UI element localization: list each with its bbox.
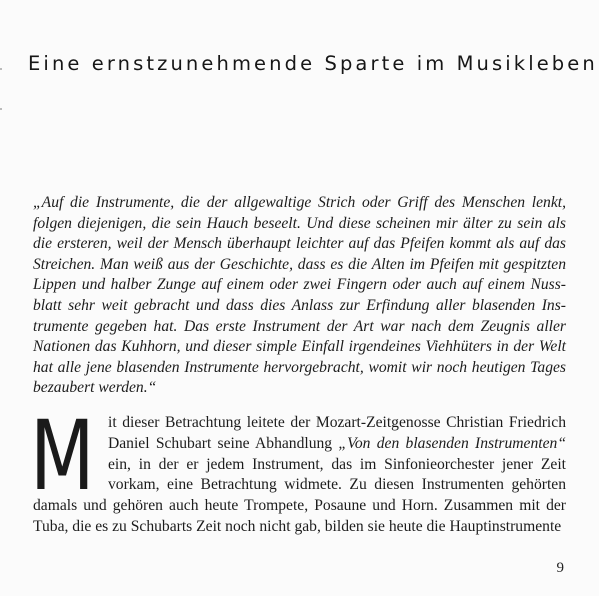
page-title: Eine ernstzunehmende Sparte im Musikleben [28, 52, 598, 75]
quote-paragraph: „Auf die Instrumente, die der allgewaltige Strich oder Griff des Menschen lenkt, folgen diejenigen, die sein Hauch beseelt. Und diese scheinen mir älter zu sein als die ersteren, weil der Mensch überhaupt leichter auf das Pfeifen kommt als auf das Streichen. Man weiß aus der Geschichte, dass es die Alten im Pfeifen mit gespitzten Lippen und halber Zunge auf einem oder zwei Fingern oder auch auf einem Nussblatt sehr weit gebracht und dass dies Anlass zur Erfindung aller blasenden Instrumente gegeben hat. Das erste Instrument der Art war nach dem Zeugnis aller Nationen das Kuhhorn, und dieser simple Einfall irgendeines Viehhüters in der Welt hat alle jene blasenden Instrumente hervorgebracht, womit wir noch heutigen Tages bezaubert werden.“ [33, 194, 566, 397]
edge-mark [0, 108, 2, 110]
page-number: 9 [556, 560, 564, 576]
work-title: „Von den blasenden Instrumenten“ [338, 434, 566, 452]
edge-mark [0, 68, 2, 70]
drop-cap: M [30, 400, 95, 512]
body-paragraph [30, 400, 566, 538]
body-text-start: it dieser Betrachtung leitete der Mozart-Zeitgenosse Christian Friedrich Daniel Schubart seine Abhandlung [108, 414, 566, 452]
body-text-rest: ein, in der er jedem Instrument, das im Sinfonieorchester jener Zeit vorkam, eine Betrachtung widmete. Zu diesen Instrumenten gehörten damals und gehören auch heute Trompete, Posaune und Horn. Zusammen mit der Tuba, die es zu Schubarts Zeit noch nicht gab, bilden sie heute die Hauptinstrumente [33, 455, 566, 535]
